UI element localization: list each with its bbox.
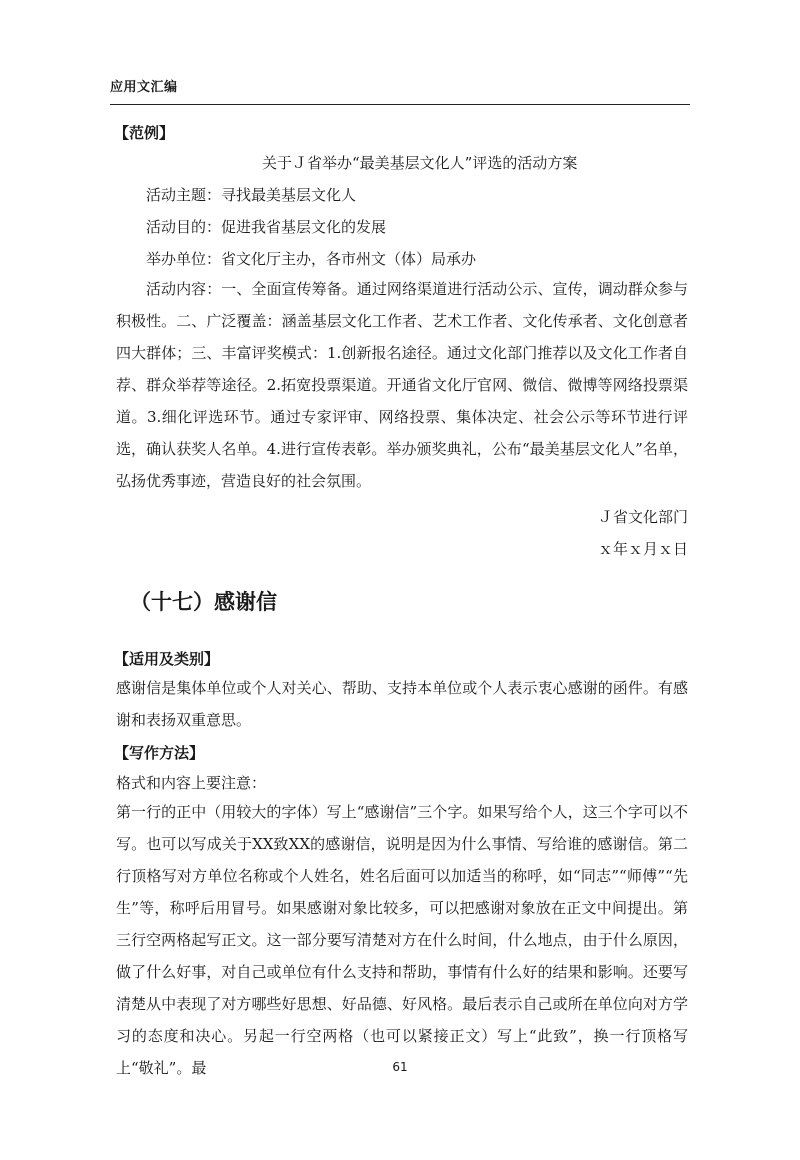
signature-date: ｘ年ｘ月ｘ日 <box>597 540 688 558</box>
method-text: 第一行的正中（用较大的字体）写上“感谢信”三个字。如果写给个人，这三个字可以不写。也可以写成关于XX致XX的感谢信，说明是因为什么事情、写给谁的感谢信。第二行顶格写对方单位名称或个人姓名，姓名后面可以加适当的称呼，如“同志”“师傅”“先生”等，称呼后用冒号。如果感谢对象比较多，可以把感谢对象放在正文中间提出。第三行空两格起写正文。这一部分要写清楚对方在什么时间，什么地点，由于什么原因，做了什么好事，对自己或单位有什么支持和帮助，事情有什么好的结果和影响。还要写清楚从中表现了对方哪些好思想、好品德、好风格。最后表示自己或所在单位向对方学习的态度和决心。另起一行空两格（也可以紧接正文）写上“此致”，换一行顶格写上“敬礼”。最 <box>116 803 688 1077</box>
example-title: 关于Ｊ省举办“最美基层文化人”评选的活动方案 <box>262 154 578 172</box>
section-title: （十七）感谢信 <box>130 590 277 614</box>
usage-text: 感谢信是集体单位或个人对关心、帮助、支持本单位或个人表示衷心感谢的函件。有感谢和表扬双重意思。 <box>116 679 688 729</box>
activity-theme: 活动主题：寻找最美基层文化人 <box>146 186 357 204</box>
signature-org: Ｊ省文化部门 <box>597 508 688 526</box>
running-header: 应用文汇编 <box>110 80 178 95</box>
activity-purpose: 活动目的：促进我省基层文化的发展 <box>146 218 387 236</box>
example-tag: 【范例】 <box>114 124 175 142</box>
activity-content: 活动内容：一、全面宣传筹备。通过网络渠道进行活动公示、宣传，调动群众参与积极性。二、广泛覆盖：涵盖基层文化工作者、艺术工作者、文化传承者、文化创意者四大群体；三、丰富评奖模式：1.创新报名途径。通过文化部门推荐以及文化工作者自荐、群众举荐等途径。2.拓宽投票渠道。开通省文化厅官网、微信、微博等网络投票渠道。3.细化评选环节。通过专家评审、网络投票、集体决定、社会公示等环节进行评选，确认获奖人名单。4.进行宣传表彰。举办颁奖典礼，公布“最美基层文化人”名单，弘扬优秀事迹，营造良好的社会氛围。 <box>116 280 688 490</box>
method-intro: 格式和内容上要注意： <box>116 774 267 792</box>
page-number: 61 <box>392 1060 408 1074</box>
header-rule <box>110 104 690 105</box>
method-tag: 【写作方法】 <box>114 744 205 762</box>
activity-organizer: 举办单位：省文化厅主办，各市州文（体）局承办 <box>146 250 477 268</box>
usage-tag: 【适用及类别】 <box>114 650 220 668</box>
